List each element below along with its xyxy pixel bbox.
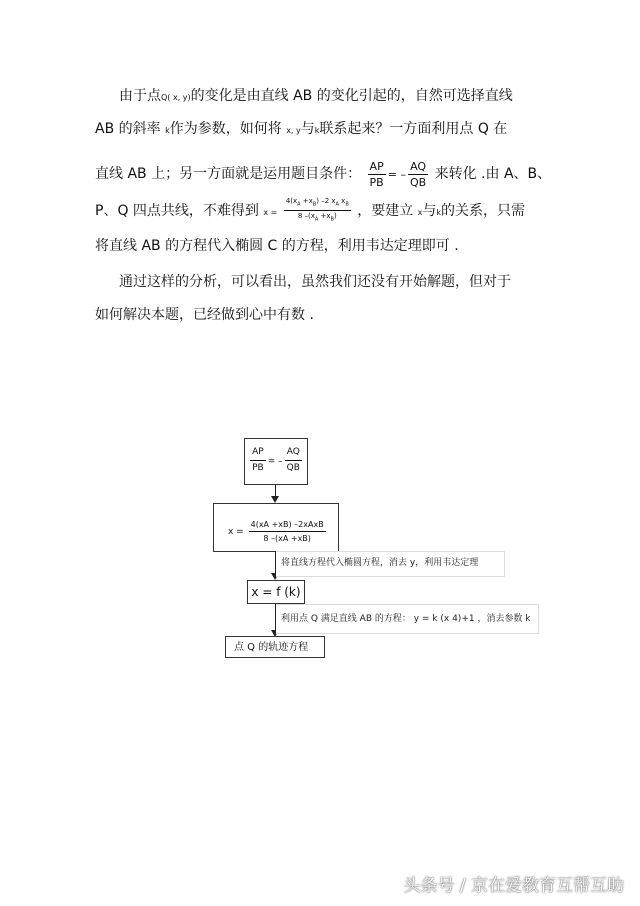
x-equals: x =: [228, 527, 244, 537]
fraction-x-formula: [249, 518, 326, 545]
flow-box-ratio: [244, 438, 308, 485]
paragraph2-line1: 通过这样的分析，可以看出，虽然我们还没有开始解题，但对于: [119, 274, 511, 290]
frac-num: AP: [250, 445, 266, 461]
paragraph1-line5: 将直线 AB 的方程代入椭圆 C 的方程，利用韦达定理即可 .: [95, 238, 459, 254]
fraction-ap-pb: [250, 445, 266, 476]
x-formula: [228, 518, 328, 545]
frac-den: 8 $-(x_A +x_B)$: [297, 212, 337, 223]
text-segment: 与: [300, 121, 315, 137]
var-k: k: [314, 126, 320, 135]
frac-den: PB: [369, 175, 384, 189]
paragraph1-line1: [119, 86, 513, 108]
flow-box-x-fk: x = f (k): [247, 580, 305, 604]
flow-box-trajectory: 点 Q 的轨迹方程: [225, 636, 325, 658]
var-k: k: [165, 126, 170, 135]
frac-den: QB: [409, 175, 427, 189]
point-q-coords: Q( x, y): [161, 93, 191, 102]
flow-box-x-formula: [213, 503, 339, 552]
flow-note-2: 利用点 Q 满足直线 AB 的方程： y = k (x 4)+1 ，消去参数 k: [281, 614, 531, 624]
frac-den: QB: [286, 463, 300, 473]
x-equals: x =: [263, 207, 278, 217]
frac-num: 4(xA +xB) –2xAxB: [249, 518, 326, 532]
fraction-ap-pb: [368, 159, 386, 190]
var-xy: x, y: [286, 126, 301, 135]
frac-num: AQ: [285, 445, 302, 461]
den-part: 8 –(x: [297, 212, 315, 221]
text-segment: 由于点: [119, 88, 161, 104]
paragraph1-line4: [95, 196, 525, 227]
equals-minus: = –: [387, 168, 406, 181]
frac-num: AP: [368, 159, 386, 175]
paragraph2-line2: 如何解决本题，已经做到心中有数 .: [95, 307, 314, 323]
equals-minus: = –: [267, 456, 283, 467]
watermark: 头条号 / 京在爱教育互帮互助: [403, 876, 624, 896]
var-x: x: [417, 207, 423, 217]
paragraph1-line3: [95, 156, 551, 193]
text-segment: 的变化是由直线 AB 的变化引起的，自然可选择直线: [190, 88, 513, 104]
frac-den: PB: [252, 463, 264, 473]
flow-arrow-1: [271, 496, 279, 503]
flow-note-1: 将直线方程代入椭圆方程，消去 y，利用韦达定理: [281, 558, 479, 568]
paragraph1-line2: [95, 119, 507, 141]
num-part: 4(x: [285, 197, 298, 205]
text-segment: 作为参数，如何将: [169, 121, 282, 137]
text-segment: P、Q 四点共线，不难得到: [95, 202, 259, 219]
text-segment: AB 的斜率: [95, 121, 161, 137]
text-segment: 联系起来？一方面利用点 Q 在: [319, 121, 508, 137]
text-segment: 与: [422, 202, 437, 219]
fraction-aq-qb: [285, 445, 302, 476]
text-segment: 直线 AB 上；另一方面就是运用题目条件：: [95, 166, 362, 182]
fraction-aq-qb: [408, 159, 428, 190]
var-k: k: [436, 207, 442, 217]
frac-num: AQ: [408, 159, 428, 175]
text-segment: 的关系，只需: [441, 202, 526, 219]
frac-den: 8 –(xA +xB): [263, 534, 311, 543]
frac-num: $4(x_A +x_B)$ –2 $x_A$ $x_B$: [284, 196, 351, 211]
ratio-expression: [245, 439, 307, 476]
text-segment: 来转化 .由 A、B、: [434, 166, 552, 182]
fraction-x-formula: [284, 196, 351, 226]
text-segment: ，要建立: [357, 202, 414, 219]
